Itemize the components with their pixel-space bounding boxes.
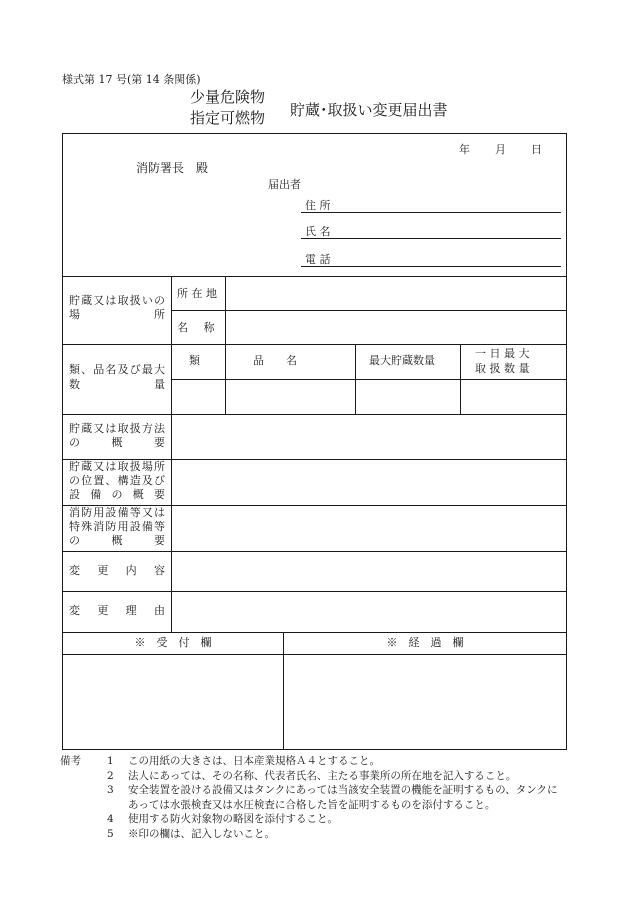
column-max-storage: 最大貯蔵数量 bbox=[369, 354, 435, 367]
row-divider bbox=[63, 632, 566, 633]
note-text: 安全装置を設ける設備又はタンクにあっては当該安全装置の機能を証明するもの、タンクにあっては水張検査又は水圧検査に合格した旨を証明するものを添付すること。 bbox=[128, 784, 558, 811]
change-content-field[interactable] bbox=[177, 556, 562, 586]
reception-label: ※ 受 付 欄 bbox=[134, 636, 212, 649]
facility-name-label: 名 称 bbox=[177, 321, 221, 334]
note-item bbox=[60, 769, 560, 784]
note-text: 法人にあっては、その名称、代表者氏名、主たる事業所の所在地を記入すること。 bbox=[128, 769, 517, 782]
day-label: 日 bbox=[531, 143, 542, 156]
change-content-label: 変更内容 bbox=[69, 564, 165, 577]
column-item-name: 品 名 bbox=[253, 354, 297, 367]
notification-form bbox=[62, 133, 567, 750]
phone-label: 電 話 bbox=[305, 253, 331, 266]
note-text: ※印の欄は、記入しないこと。 bbox=[128, 827, 275, 840]
note-text: 使用する防火対象物の略図を添付すること。 bbox=[128, 813, 338, 826]
category-label: 類、品名及び最大数量 bbox=[69, 363, 165, 391]
notes bbox=[60, 754, 560, 842]
page-title: 貯蔵･取扱い変更届出書 bbox=[290, 101, 448, 119]
note-item bbox=[60, 754, 560, 769]
note-number: 4 bbox=[107, 813, 114, 826]
column-daily-max-line2: 取 扱 数 量 bbox=[475, 362, 530, 375]
addressee: 消防署長 殿 bbox=[136, 161, 209, 175]
note-number: 3 bbox=[107, 784, 114, 797]
title-small-hazardous: 少量危険物 bbox=[190, 88, 266, 106]
fire-equipment-field[interactable] bbox=[177, 510, 562, 546]
column-divider bbox=[225, 344, 226, 414]
max-storage-field[interactable] bbox=[359, 384, 456, 408]
notes-heading: 備考 bbox=[60, 755, 81, 767]
column-divider bbox=[460, 344, 461, 414]
row-divider bbox=[171, 379, 566, 380]
change-reason-label: 変更理由 bbox=[69, 604, 165, 617]
note-number: 5 bbox=[107, 827, 114, 840]
method-field[interactable] bbox=[177, 419, 562, 455]
note-text: この用紙の大きさは、日本産業規格Ａ４とすること。 bbox=[128, 755, 380, 767]
row-divider bbox=[63, 654, 566, 655]
column-divider bbox=[171, 276, 172, 632]
facility-name-field[interactable] bbox=[235, 320, 560, 338]
structure-field[interactable] bbox=[177, 464, 562, 500]
note-item bbox=[60, 812, 560, 827]
row-divider bbox=[63, 551, 566, 552]
note-item bbox=[60, 783, 560, 812]
change-reason-field[interactable] bbox=[177, 596, 562, 628]
column-divider bbox=[225, 276, 226, 344]
daily-max-field[interactable] bbox=[464, 384, 562, 408]
month-label: 月 bbox=[495, 143, 506, 156]
row-divider bbox=[63, 344, 566, 345]
progress-field bbox=[288, 658, 562, 746]
year-label: 年 bbox=[459, 143, 470, 156]
column-divider bbox=[355, 344, 356, 414]
name-label: 氏 名 bbox=[305, 225, 331, 238]
note-number: 1 bbox=[107, 755, 114, 767]
row-divider bbox=[63, 414, 566, 415]
location-label: 所 在 地 bbox=[177, 287, 217, 300]
address-field[interactable] bbox=[301, 212, 561, 213]
type-field[interactable] bbox=[175, 384, 221, 408]
row-divider bbox=[63, 591, 566, 592]
title-designated-combustibles: 指定可燃物 bbox=[190, 109, 266, 127]
location-field[interactable] bbox=[235, 286, 560, 304]
progress-label: ※ 経 過 欄 bbox=[386, 636, 464, 649]
method-label: 貯蔵又は取扱方法の概要 bbox=[69, 422, 165, 449]
reception-field bbox=[67, 658, 279, 746]
column-type: 類 bbox=[189, 354, 200, 367]
row-divider bbox=[63, 276, 566, 277]
form-number: 様式第 17 号(第 14 条関係) bbox=[62, 73, 201, 86]
name-field[interactable] bbox=[301, 238, 561, 239]
row-divider bbox=[171, 310, 566, 311]
address-label: 住 所 bbox=[305, 199, 331, 212]
note-number: 2 bbox=[107, 769, 114, 782]
storage-place-label: 貯蔵又は取扱いの場所 bbox=[69, 294, 165, 321]
note-item bbox=[60, 827, 560, 842]
structure-label: 貯蔵又は取扱場所の位置、構造及び設備の概要 bbox=[69, 460, 165, 501]
column-daily-max-line1: 一 日 最 大 bbox=[475, 347, 530, 360]
notifier-label: 届出者 bbox=[268, 178, 301, 191]
phone-field[interactable] bbox=[301, 266, 561, 267]
item-name-field[interactable] bbox=[229, 384, 351, 408]
fire-equipment-label: 消防用設備等又は特殊消防用設備等の概要 bbox=[69, 506, 165, 547]
